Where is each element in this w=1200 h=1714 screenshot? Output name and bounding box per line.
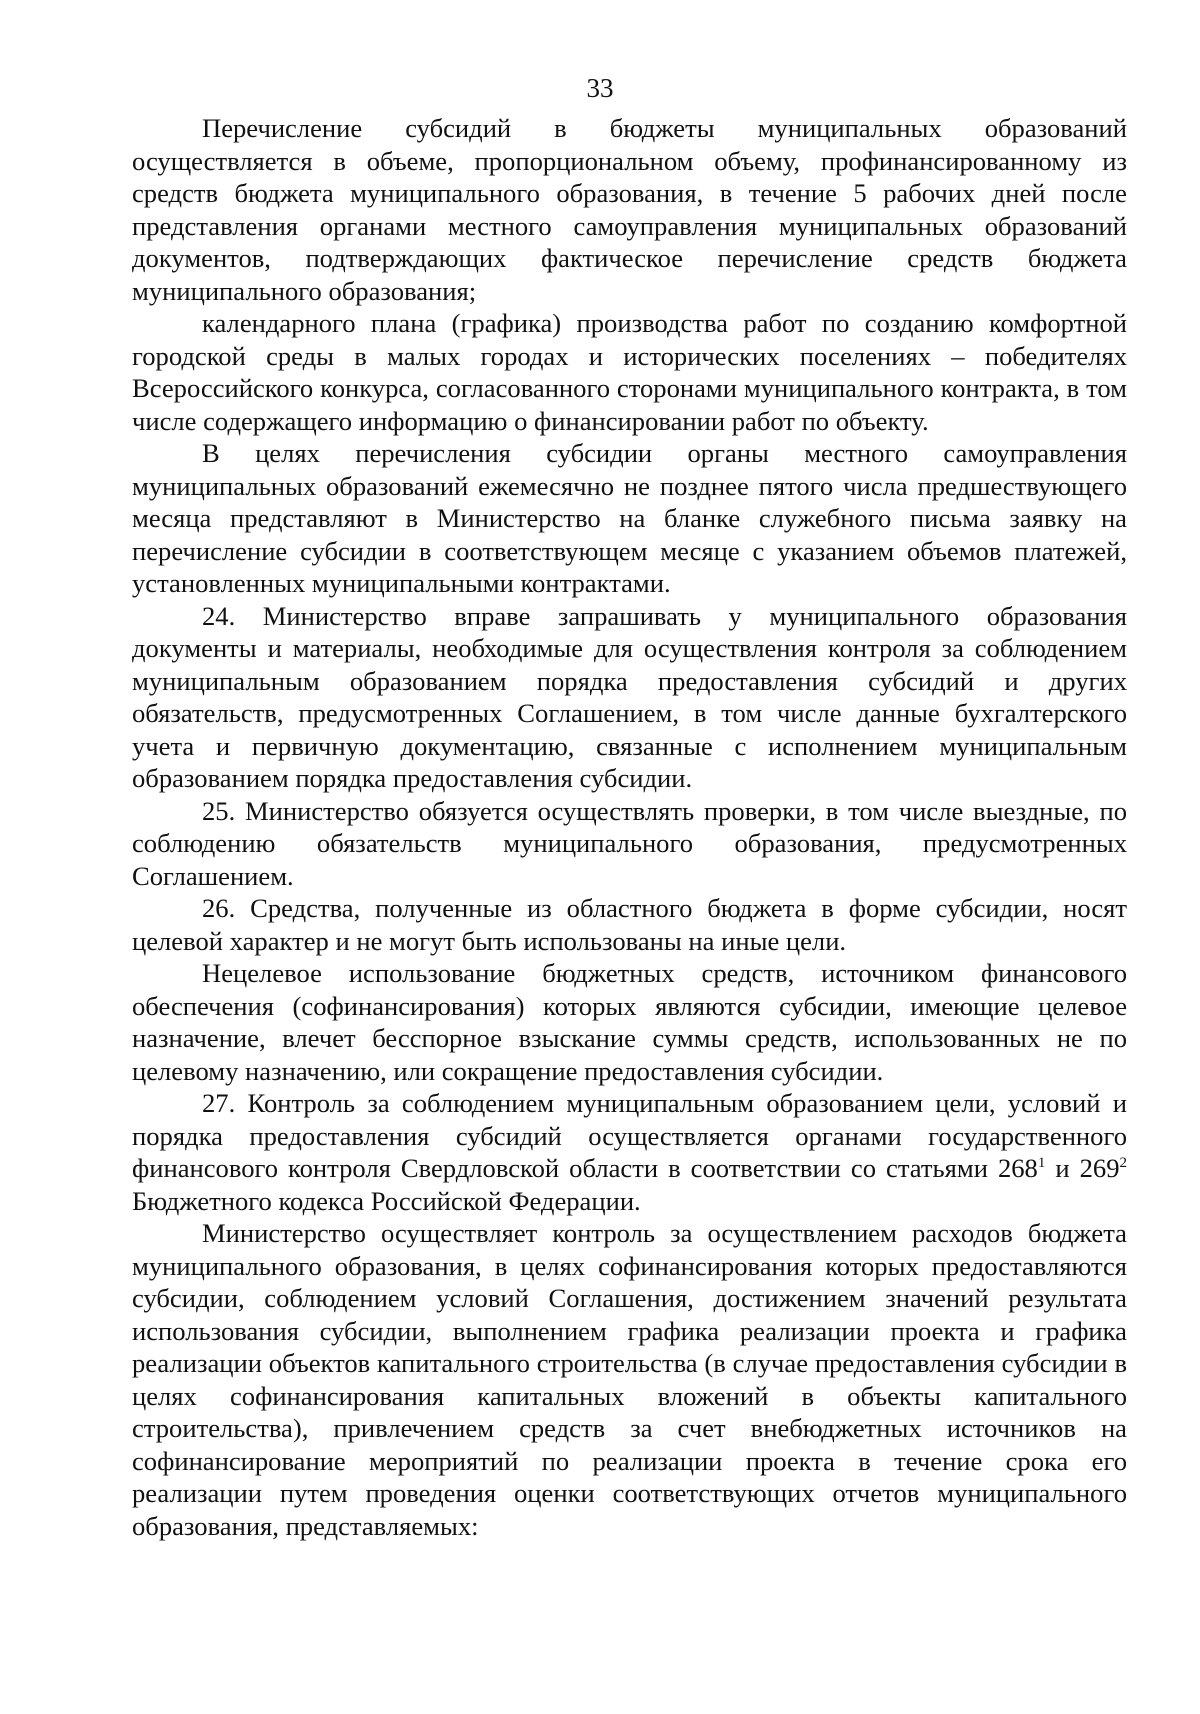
article-268-superscript: 1 bbox=[1037, 1155, 1046, 1172]
paragraph-item-24: 24. Министерство вправе запрашивать у муниципального образования документы и материалы, необходимые для осуществления контроля за соблюдением муниципальным образованием порядка предоставления субсидий и других обязательств, предусмотренных Соглашением, в том числе данные бухгалтерского учета и первичную документацию, связанные с исполнением муниципальным образованием порядка предоставления субсидии. bbox=[132, 600, 1127, 793]
paragraph-item-27-text-b: и 269 bbox=[1045, 1153, 1120, 1183]
article-269-superscript: 2 bbox=[1119, 1155, 1127, 1172]
paragraph-transfer-request: В целях перечисления субсидии органы местного самоуправления муниципальных образований ежемесячно не позднее пятого числа предшествующего месяца представляют в Министерство на бланке служебного письма заявку на перечисление субсидии в соответствующем месяце с указанием объемов платежей, установленных муниципальными контрактами. bbox=[132, 438, 1127, 598]
paragraph-item-27-text-c: Бюджетного кодекса Российской Федерации. bbox=[132, 1185, 641, 1216]
paragraph-item-27 bbox=[132, 1087, 1127, 1217]
page-number: 33 bbox=[586, 73, 614, 103]
paragraph-item-26: 26. Средства, полученные из областного бюджета в форме субсидии, носят целевой характер и не могут быть использованы на иные цели. bbox=[132, 893, 1127, 956]
paragraph-misuse-of-funds: Нецелевое использование бюджетных средств, источником финансового обеспечения (софинансирования) которых являются субсидии, имеющие целевое назначение, влечет бесспорное взыскание суммы средств, использованных не по целевому назначению, или сокращение предоставления субсидии. bbox=[132, 958, 1127, 1086]
document-body bbox=[132, 112, 1127, 1542]
paragraph-subsidy-transfer: Перечисление субсидий в бюджеты муниципальных образований осуществляется в объеме, пропорциональном объему, профинансированному из средств бюджета муниципального образования, в течение 5 рабочих дней после представления органами местного самоуправления муниципальных образований документов, подтверждающих фактическое перечисление средств бюджета муниципального образования; bbox=[132, 113, 1127, 306]
paragraph-ministry-control: Министерство осуществляет контроль за осуществлением расходов бюджета муниципального образования, в целях софинансирования которых предоставляются субсидии, соблюдением условий Соглашения, достижением значений результата использования субсидии, выполнением графика реализации проекта и графика реализации объектов капитального строительства (в случае предоставления субсидии в целях софинансирования капитальных вложений в объекты капитального строительства), привлечением средств за счет внебюджетных источников на софинансирование мероприятий по реализации проекта в течение срока его реализации путем проведения оценки соответствующих отчетов муниципального образования, представляемых: bbox=[132, 1218, 1127, 1541]
paragraph-item-27-text-a: 27. Контроль за соблюдением муниципальным образованием цели, условий и порядка предоставления субсидий осуществляется органами государственного финансового контроля Свердловской области в соответствии со статьями 268 bbox=[132, 1088, 1127, 1183]
paragraph-item-25: 25. Министерство обязуется осуществлять проверки, в том числе выездные, по соблюдению обязательств муниципального образования, предусмотренных Соглашением. bbox=[132, 795, 1127, 891]
paragraph-calendar-plan: календарного плана (графика) производства работ по созданию комфортной городской среды в малых городах и исторических поселениях – победителях Всероссийского конкурса, согласованного сторонами муниципального контракта, в том числе содержащего информацию о финансировании работ по объекту. bbox=[132, 308, 1127, 436]
